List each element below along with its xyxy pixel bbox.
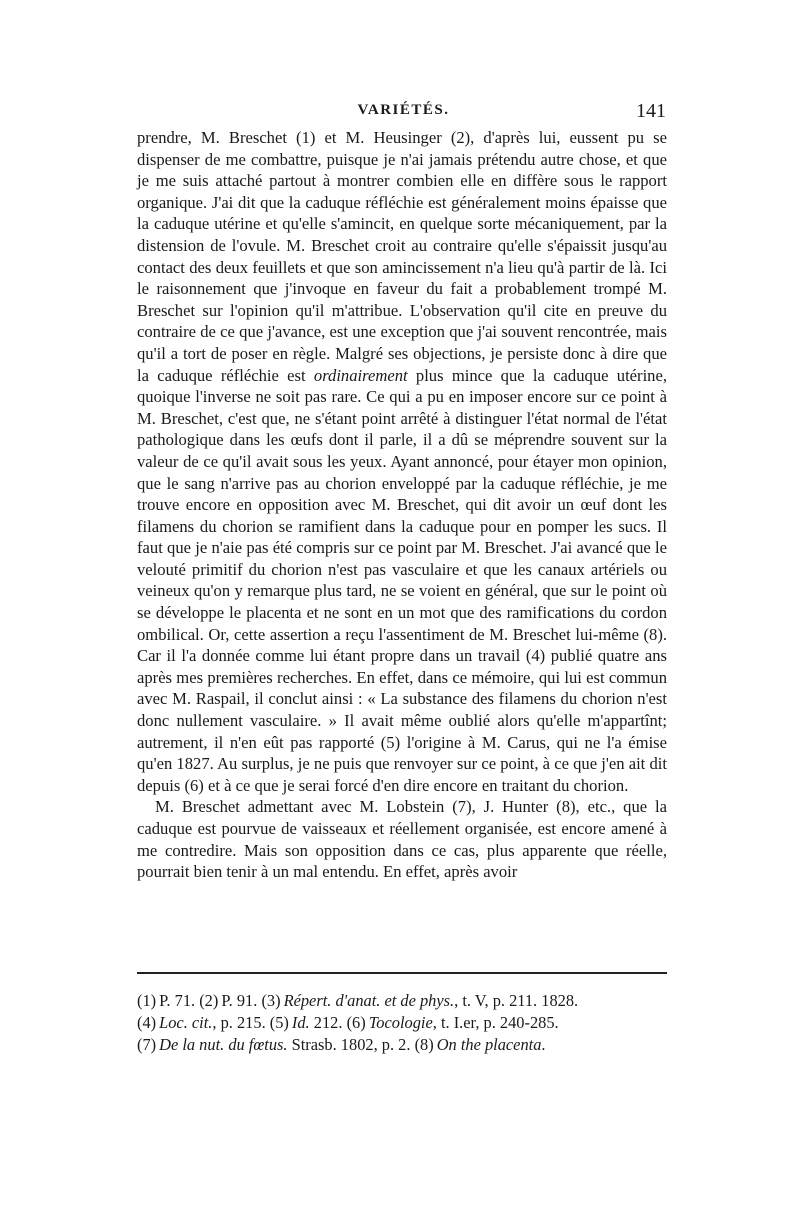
footnote-title: De la nut. du fœtus. [159, 1035, 288, 1054]
footnote-title: Répert. d'anat. et de phys. [283, 991, 455, 1010]
footnote-text: , t. V, p. 211. 1828. [454, 991, 579, 1010]
body-text [137, 127, 667, 883]
footnote-text: , p. 215. [212, 1013, 266, 1032]
footnote-text: , t. I.er, p. 240-285. [432, 1013, 559, 1032]
footnote-mark: (5) [269, 1013, 289, 1032]
footnote-line-2 [137, 1012, 667, 1034]
footnote-5 [270, 1013, 343, 1032]
footnote-rule [137, 972, 667, 974]
footnote-text: . [541, 1035, 546, 1054]
footnote-3 [261, 991, 578, 1010]
footnote-title: Id. [291, 1013, 310, 1032]
footnote-text: Strasb. 1802, p. 2. [287, 1035, 411, 1054]
footnote-7 [137, 1035, 410, 1054]
footnote-title: Loc. cit. [159, 1013, 213, 1032]
footnote-line-3 [137, 1034, 667, 1056]
footnote-mark: (1) [137, 991, 157, 1010]
footnote-title: Tocologie [368, 1013, 433, 1032]
running-head [137, 100, 670, 126]
footnote-2 [199, 991, 257, 1010]
footnote-text: 212. [309, 1013, 343, 1032]
footnote-mark: (4) [137, 1013, 157, 1032]
footnotes [137, 990, 667, 1056]
footnote-text: P. 71. [159, 991, 196, 1010]
footnote-mark: (6) [346, 1013, 366, 1032]
footnote-mark: (3) [261, 991, 281, 1010]
footnote-8 [415, 1035, 546, 1054]
footnote-6 [347, 1013, 559, 1032]
running-title: VARIÉTÉS. [357, 102, 450, 118]
footnote-title: On the placenta [436, 1035, 542, 1054]
footnote-text: P. 91. [221, 991, 258, 1010]
paragraph-2: M. Breschet admettant avec M. Lobstein (7), J. Hunter (8), etc., que la caduque est pourvue de vaisseaux et réellement organisée, est encore amené à me contredire. Mais son opposition dans ce cas, plus apparente que réelle, pourrait bien tenir à un mal entendu. En effet, après avoir [137, 797, 667, 882]
footnote-1 [137, 991, 195, 1010]
footnote-mark: (8) [414, 1035, 434, 1054]
footnote-mark: (7) [137, 1035, 157, 1054]
paragraph-1-text-a: prendre, M. Breschet (1) et M. Heusinger (2), d'après lui, eussent pu se dispenser de me combattre, puisque je n'ai jamais prétendu autre chose, et que je me suis attaché partout à montrer combien elle en diffère sous le rapport organique. J'ai dit que la caduque réfléchie est généralement moins épaisse que la caduque utérine et qu'elle s'amincit, en quelque sorte mécaniquement, par la distension de l'ovule. M. Breschet croit au contraire qu'elle s'épaissit jusqu'au contact des deux feuillets et que son amincissement n'a lieu qu'à partir de là. Ici le raisonnement que j'invoque en faveur du fait a probablement trompé M. Breschet sur l'opinion qu'il m'attribue. L'observation qu'il cite en preuve du contraire de ce que j'avance, est une exception que j'ai souvent rencontrée, mais qu'il a tort de poser en règle. Malgré ses objections, je persiste donc à dire que la caduque réfléchie est [137, 128, 667, 385]
paragraph-1-emphasis: ordinairement [313, 365, 408, 385]
footnote-mark: (2) [199, 991, 219, 1010]
paragraph-1-text-b: plus mince que la caduque utérine, quoique l'inverse ne soit pas rare. Ce qui a pu en imposer encore sur ce point à M. Breschet, c'est que, ne s'étant point arrêté à distinguer l'état normal de l'état pathologique dans les œufs dont il parle, il a dû se méprendre souvent sur la valeur de ce qu'il avait sous les yeux. Ayant annoncé, pour étayer mon opinion, que le sang n'arrive pas au chorion enveloppé par la caduque réfléchie, je me trouve encore en opposition avec M. Breschet, qui dit avoir un œuf dont les filamens du chorion se ramifient dans la caduque pour en pomper les sucs. Il faut que je n'aie pas été compris sur ce point par M. Breschet. J'ai avancé que le velouté primitif du chorion n'est pas vasculaire et que les canaux artériels ou veineux qu'on y remarque plus tard, ne se voient en général, que sur le point où se développe le placenta et ne sont en un mot que des ramifications du cordon ombilical. Or, cette assertion a reçu l'assentiment de M. Breschet lui-même (8). Car il l'a donnée comme lui étant propre dans un travail (4) publié quatre ans après mes premières recherches. En effet, dans ce mémoire, qui lui est commun avec M. Raspail, il conclut ainsi : « La substance des filamens du chorion n'est donc nullement vasculaire. » Il avait même oublié alors qu'elle m'appartînt; autrement, il n'en eût pas rapporté (5) l'origine à M. Carus, qui ne l'a émise qu'en 1827. Au surplus, je ne puis que renvoyer sur ce point, à ce que j'en ait dit depuis (6) et à ce que je serai forcé d'en dire encore en traitant du chorion. [137, 365, 667, 795]
footnote-line-1 [137, 990, 667, 1012]
page-number: 141 [636, 100, 666, 122]
footnote-4 [137, 1013, 266, 1032]
paragraph-1 [137, 127, 667, 796]
